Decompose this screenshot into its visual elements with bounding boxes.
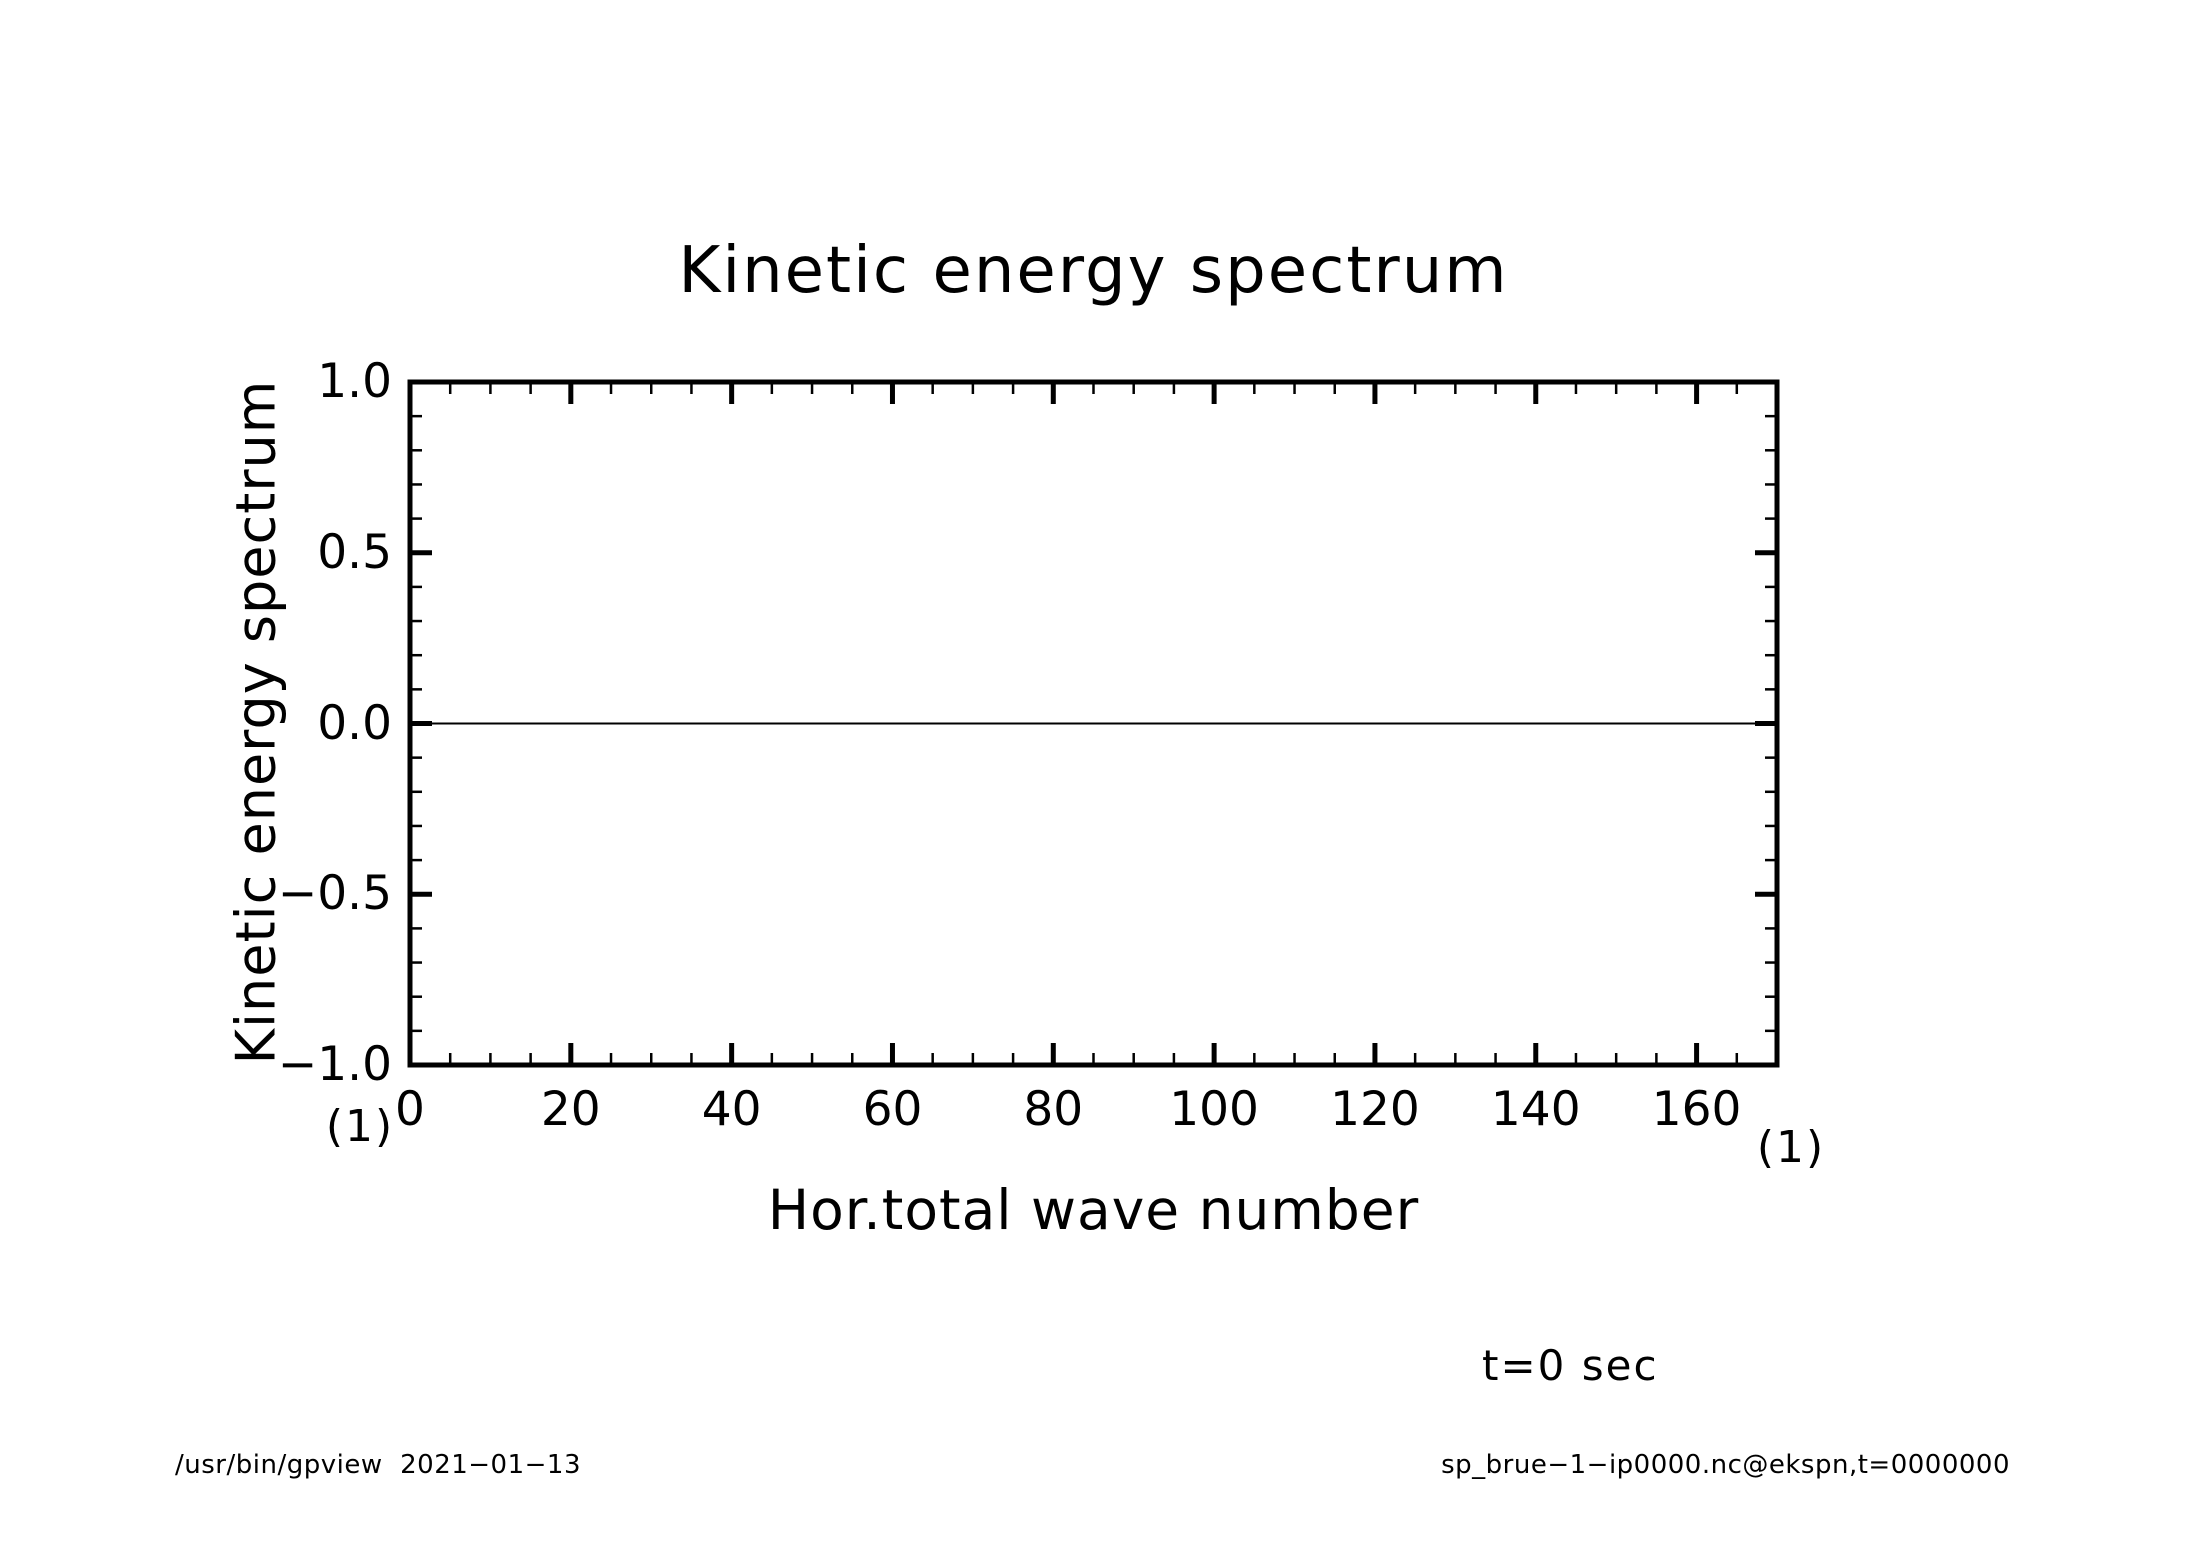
time-annotation: t=0 sec <box>1482 1341 1659 1390</box>
x-tick-label: 0 <box>395 1082 425 1137</box>
x-tick-label: 60 <box>862 1082 923 1137</box>
x-tick-label: 40 <box>701 1082 762 1137</box>
y-tick-label: 1.0 <box>317 354 392 409</box>
x-axis-title: Hor.total wave number <box>767 1178 1420 1242</box>
footer-datafile-info: sp_brue−1−ip0000.nc@ekspn,t=0000000 <box>1441 1450 2010 1480</box>
x-tick-label: 140 <box>1490 1082 1581 1137</box>
y-tick-label: −1.0 <box>277 1037 392 1092</box>
x-tick-label: 120 <box>1330 1082 1420 1137</box>
x-axis-unit-label: (1) <box>1756 1122 1826 1173</box>
x-tick-label: 100 <box>1169 1082 1259 1137</box>
chart-title: Kinetic energy spectrum <box>678 234 1509 308</box>
x-tick-label: 20 <box>540 1082 601 1137</box>
y-tick-label: 0.5 <box>317 524 392 580</box>
y-tick-label: −0.5 <box>277 866 392 922</box>
y-axis-unit-label: (1) <box>325 1101 395 1152</box>
y-tick-label: 0.0 <box>317 695 392 751</box>
x-tick-label: 80 <box>1023 1082 1084 1137</box>
footer-command-and-date: /usr/bin/gpview 2021−01−13 <box>175 1450 582 1480</box>
x-tick-label: 160 <box>1651 1082 1742 1137</box>
y-axis-title: Kinetic energy spectrum <box>224 379 288 1065</box>
